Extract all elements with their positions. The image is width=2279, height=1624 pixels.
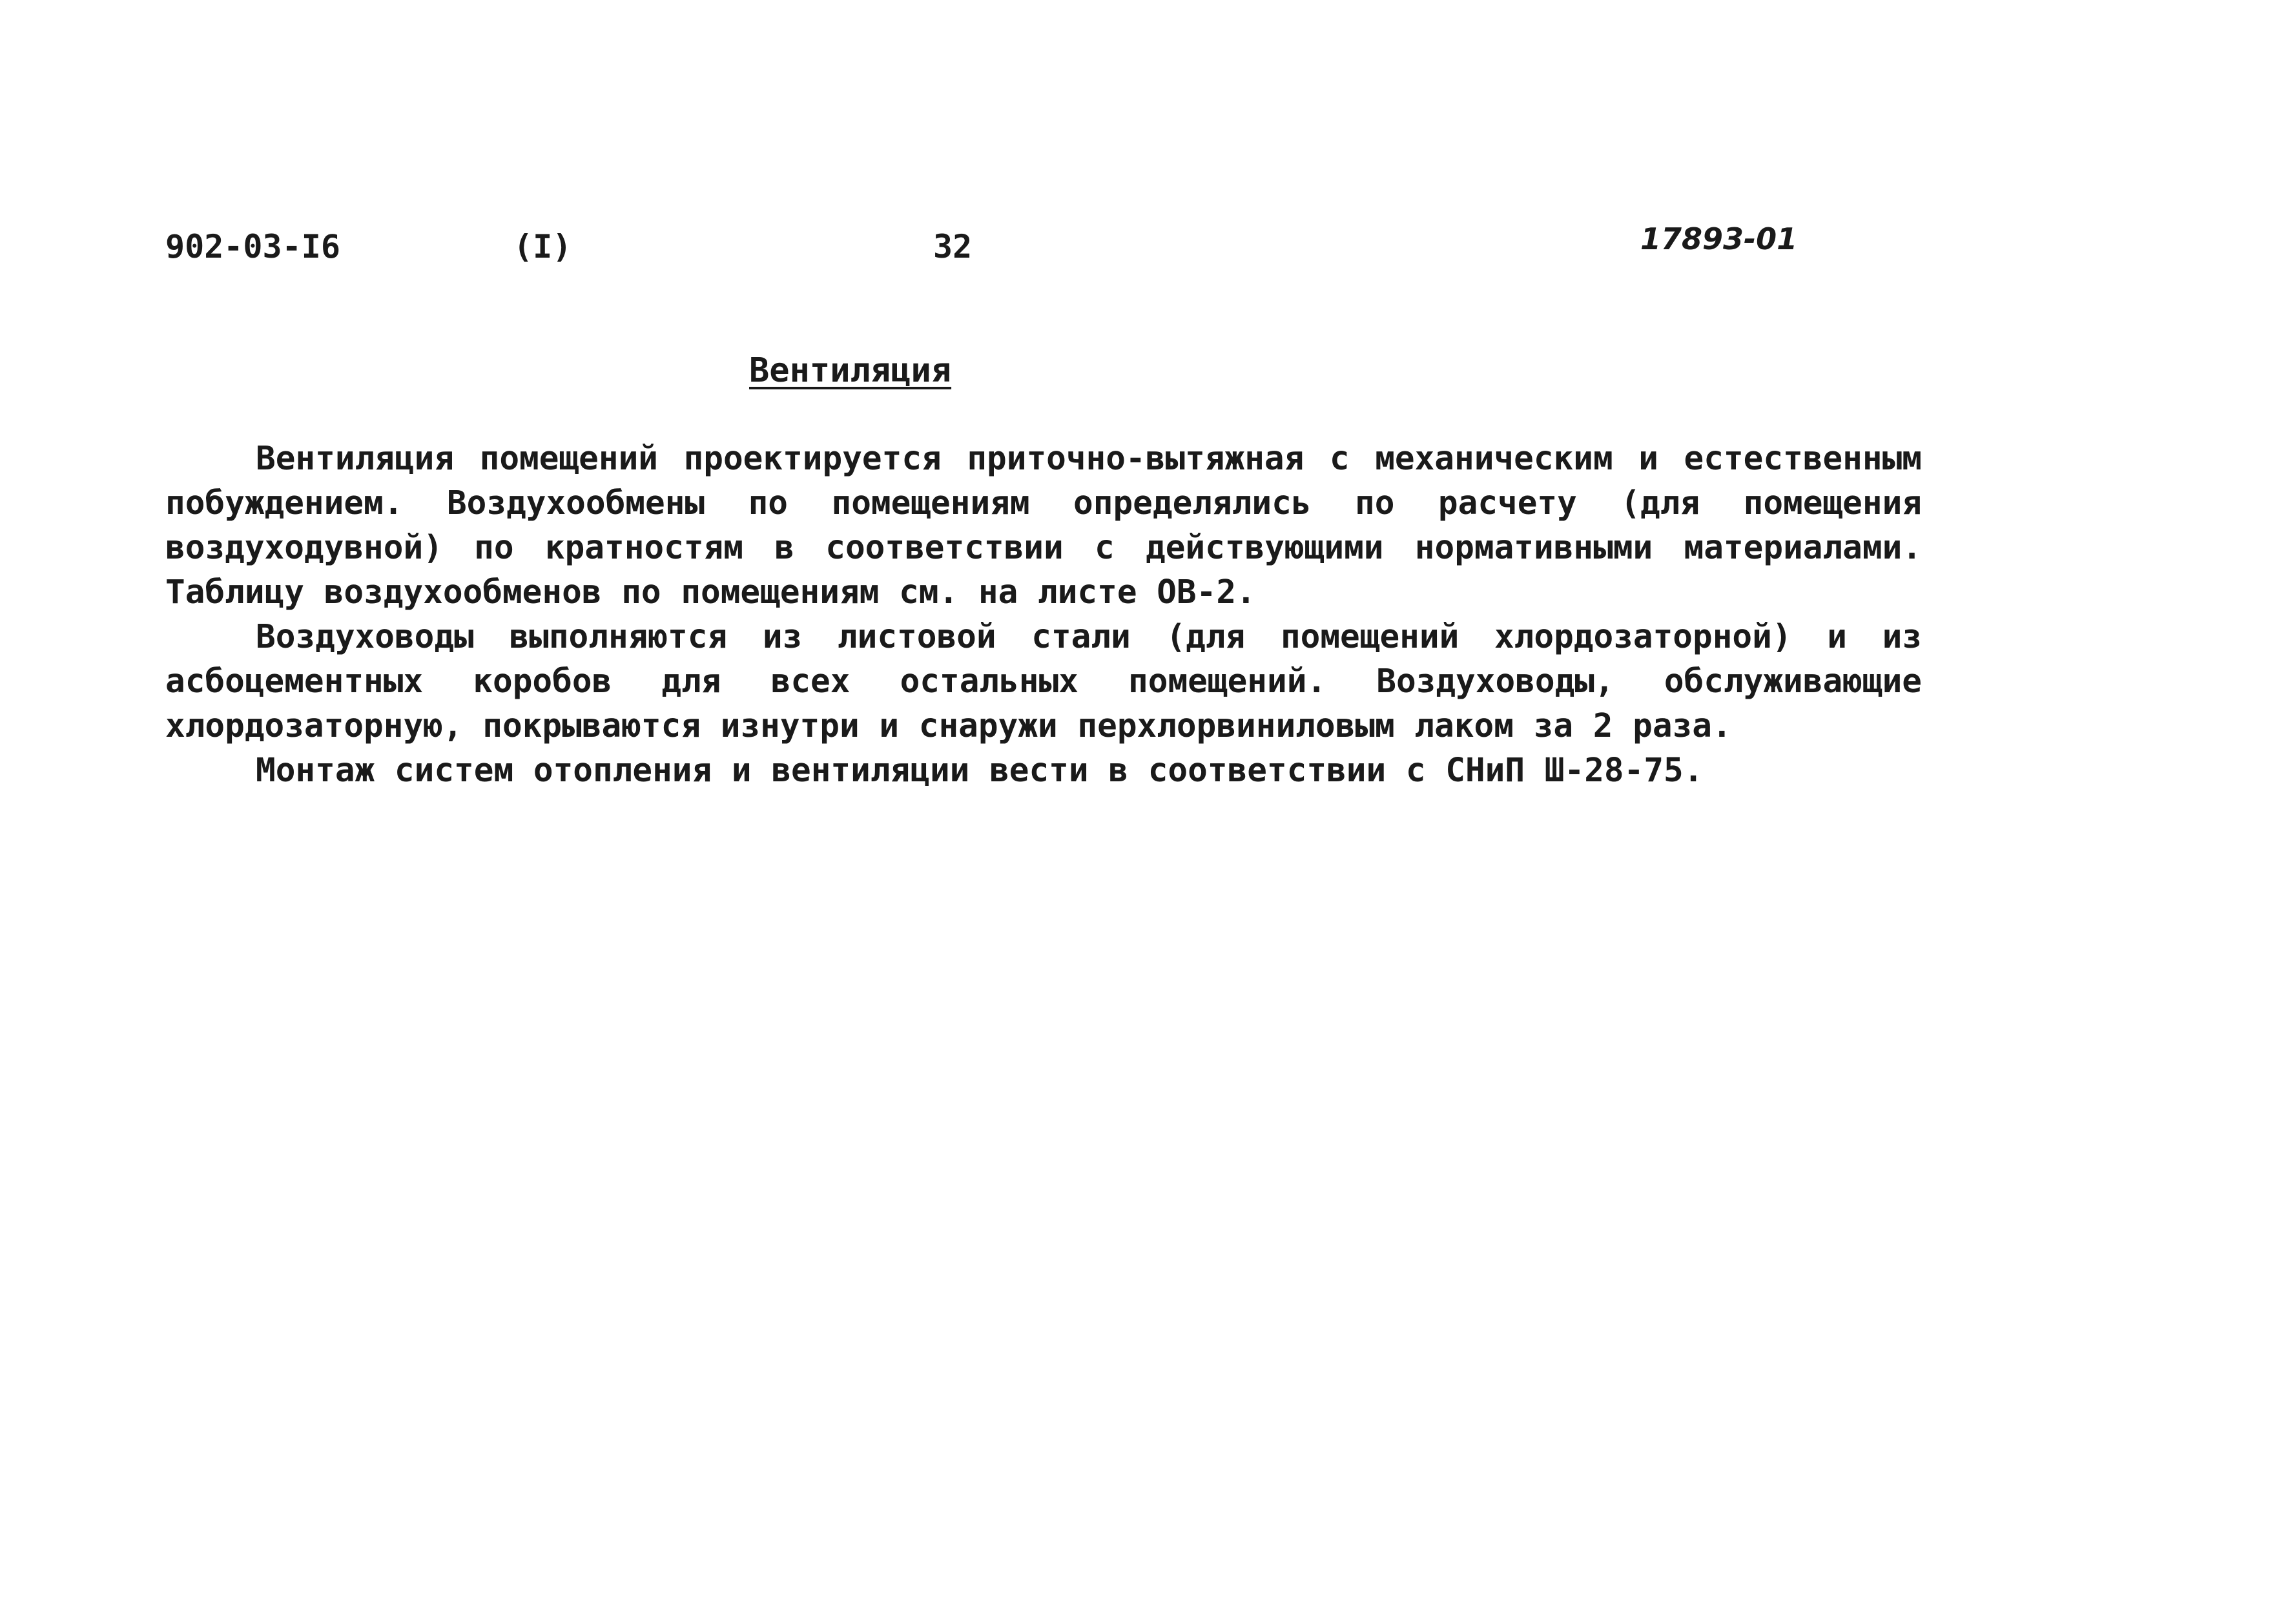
page-number: 32 [933,228,973,265]
document-code: 902-03-I6 [165,228,340,265]
paragraph-ventilation-design: Вентиляция помещений проектируется приточно-вытяжная с механическим и естественным побуждением. Воздухообмены по помещениям определялись по расчету (для помещения воздуходувной) по кратностям в соответствии с действующими нормативными материалами. Таблицу воздухообменов по помещениям см. на листе ОВ-2. [165,440,1922,612]
document-part: (I) [513,228,572,265]
archive-number: 17893-01 [1640,221,1798,256]
paragraph-installation: Монтаж систем отопления и вентиляции вести в соответствии с СНиП Ш-28-75. [256,752,1704,790]
paragraph-air-ducts: Воздуховоды выполняются из листовой стали (для помещений хлордозаторной) и из асбоцементных коробов для всех остальных помещений. Воздуховоды, обслуживающие хлордозаторную, покрываются изнутри и снаружи перхлорвиниловым лаком за 2 раза. [165,618,1922,745]
section-body [165,437,1922,793]
section-title: Вентиляция [749,351,952,390]
